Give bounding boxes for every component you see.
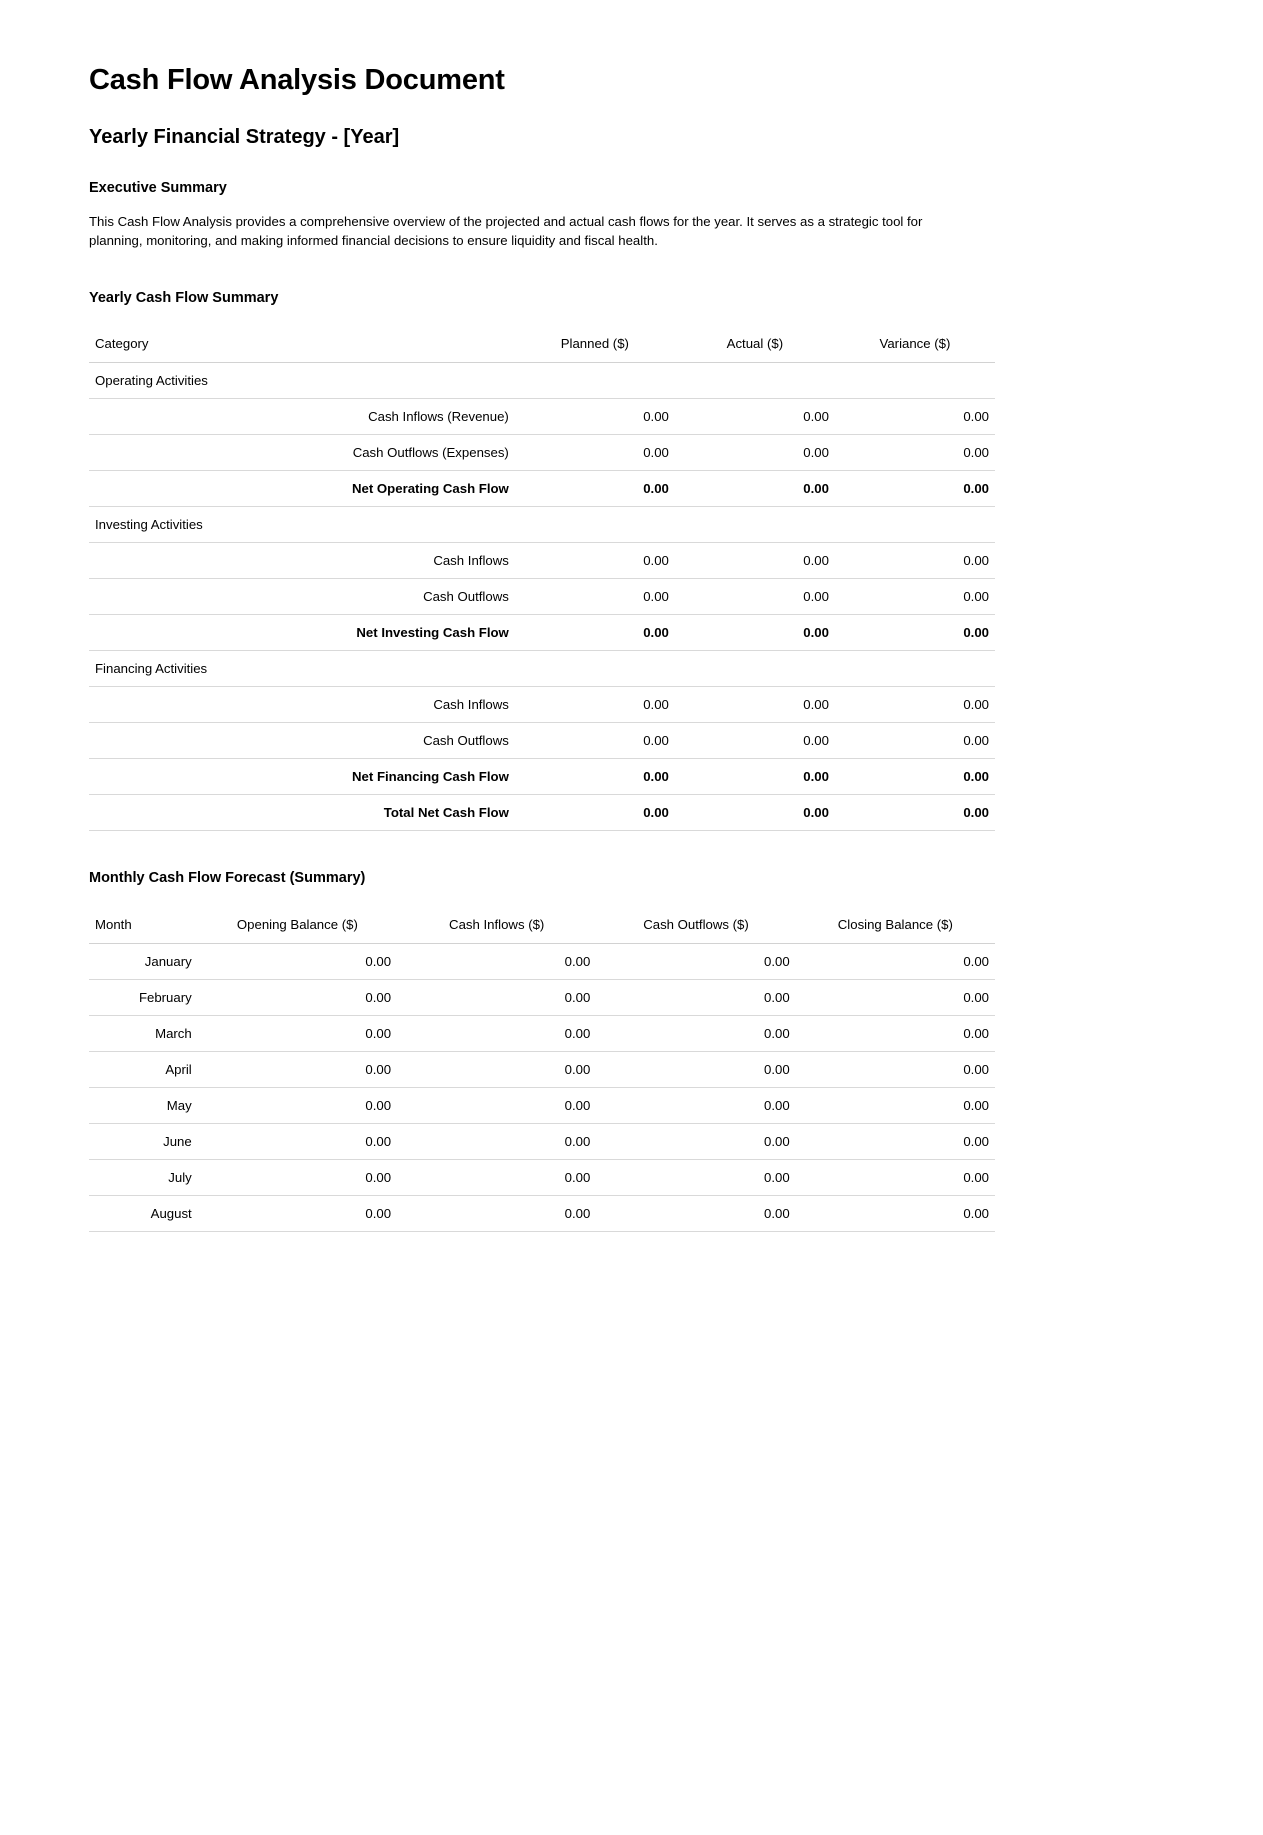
category-item-label: Cash Outflows — [89, 579, 515, 615]
month-label: February — [89, 980, 198, 1016]
column-header-opening-balance: Opening Balance ($) — [198, 908, 397, 944]
cash-inflows-value: 0.00 — [397, 1016, 596, 1052]
executive-summary-text: This Cash Flow Analysis provides a comprehensive overview of the projected and actual cash flows for the year. It serves as a strategic tool for planning, monitoring, and making informed financial decisions to ensure liquidity and fiscal health. — [89, 214, 923, 248]
column-header-actual: Actual ($) — [675, 327, 835, 363]
closing-balance-value: 0.00 — [796, 1016, 995, 1052]
closing-balance-value: 0.00 — [796, 1124, 995, 1160]
column-header-closing-balance: Closing Balance ($) — [796, 908, 995, 944]
table-row — [89, 687, 995, 723]
month-label: March — [89, 1016, 198, 1052]
table-row — [89, 1052, 995, 1088]
category-total-label: Net Investing Cash Flow — [89, 615, 515, 651]
variance-value — [835, 651, 995, 687]
category-item-label: Cash Outflows — [89, 723, 515, 759]
variance-value: 0.00 — [835, 615, 995, 651]
variance-value: 0.00 — [835, 795, 995, 831]
planned-value: 0.00 — [515, 795, 675, 831]
planned-value: 0.00 — [515, 435, 675, 471]
cash-outflows-value: 0.00 — [596, 1160, 795, 1196]
actual-value: 0.00 — [675, 795, 835, 831]
table-row — [89, 543, 995, 579]
variance-value: 0.00 — [835, 687, 995, 723]
planned-value: 0.00 — [515, 615, 675, 651]
table-header-row — [89, 327, 995, 363]
variance-value: 0.00 — [835, 399, 995, 435]
planned-value: 0.00 — [515, 471, 675, 507]
cash-inflows-value: 0.00 — [397, 980, 596, 1016]
table-row — [89, 1016, 995, 1052]
opening-balance-value: 0.00 — [198, 1124, 397, 1160]
category-group-label: Investing Activities — [89, 507, 515, 543]
table-row — [89, 1124, 995, 1160]
column-header-month: Month — [89, 908, 198, 944]
month-label: April — [89, 1052, 198, 1088]
actual-value: 0.00 — [675, 543, 835, 579]
planned-value: 0.00 — [515, 759, 675, 795]
month-label: July — [89, 1160, 198, 1196]
opening-balance-value: 0.00 — [198, 1196, 397, 1232]
table-row — [89, 1160, 995, 1196]
cash-outflows-value: 0.00 — [596, 1088, 795, 1124]
actual-value: 0.00 — [675, 615, 835, 651]
monthly-cash-flow-forecast-table — [89, 908, 995, 1232]
cash-outflows-value: 0.00 — [596, 1016, 795, 1052]
closing-balance-value: 0.00 — [796, 1160, 995, 1196]
table-row — [89, 579, 995, 615]
table-row — [89, 980, 995, 1016]
category-item-label: Cash Outflows (Expenses) — [89, 435, 515, 471]
planned-value: 0.00 — [515, 723, 675, 759]
cash-inflows-value: 0.00 — [397, 1124, 596, 1160]
variance-value: 0.00 — [835, 759, 995, 795]
monthly-forecast-heading: Monthly Cash Flow Forecast (Summary) — [89, 870, 366, 887]
category-total-label: Total Net Cash Flow — [89, 795, 515, 831]
column-header-cash-outflows: Cash Outflows ($) — [596, 908, 795, 944]
variance-value: 0.00 — [835, 543, 995, 579]
cash-inflows-value: 0.00 — [397, 1160, 596, 1196]
cash-inflows-value: 0.00 — [397, 944, 596, 980]
variance-value — [835, 507, 995, 543]
opening-balance-value: 0.00 — [198, 1160, 397, 1196]
closing-balance-value: 0.00 — [796, 1088, 995, 1124]
actual-value: 0.00 — [675, 579, 835, 615]
planned-value — [515, 363, 675, 399]
closing-balance-value: 0.00 — [796, 1052, 995, 1088]
variance-value — [835, 363, 995, 399]
actual-value: 0.00 — [675, 399, 835, 435]
category-group-label: Financing Activities — [89, 651, 515, 687]
actual-value — [675, 507, 835, 543]
document-subtitle: Yearly Financial Strategy - [Year] — [89, 126, 400, 149]
column-header-planned: Planned ($) — [515, 327, 675, 363]
table-row — [89, 1088, 995, 1124]
actual-value: 0.00 — [675, 759, 835, 795]
category-total-label: Net Operating Cash Flow — [89, 471, 515, 507]
executive-summary-heading: Executive Summary — [89, 180, 227, 197]
month-label: May — [89, 1088, 198, 1124]
closing-balance-value: 0.00 — [796, 1196, 995, 1232]
actual-value: 0.00 — [675, 687, 835, 723]
month-label: August — [89, 1196, 198, 1232]
planned-value — [515, 507, 675, 543]
opening-balance-value: 0.00 — [198, 1088, 397, 1124]
opening-balance-value: 0.00 — [198, 1016, 397, 1052]
closing-balance-value: 0.00 — [796, 980, 995, 1016]
category-total-label: Net Financing Cash Flow — [89, 759, 515, 795]
closing-balance-value: 0.00 — [796, 944, 995, 980]
table-row — [89, 759, 995, 795]
planned-value: 0.00 — [515, 687, 675, 723]
cash-inflows-value: 0.00 — [397, 1052, 596, 1088]
cash-inflows-value: 0.00 — [397, 1196, 596, 1232]
month-label: January — [89, 944, 198, 980]
category-group-label: Operating Activities — [89, 363, 515, 399]
actual-value — [675, 651, 835, 687]
cash-outflows-value: 0.00 — [596, 944, 795, 980]
column-header-variance: Variance ($) — [835, 327, 995, 363]
variance-value: 0.00 — [835, 471, 995, 507]
table-row — [89, 507, 995, 543]
table-row — [89, 651, 995, 687]
planned-value: 0.00 — [515, 579, 675, 615]
cash-outflows-value: 0.00 — [596, 1052, 795, 1088]
actual-value: 0.00 — [675, 471, 835, 507]
cash-inflows-value: 0.00 — [397, 1088, 596, 1124]
yearly-summary-heading: Yearly Cash Flow Summary — [89, 289, 279, 306]
table-row — [89, 615, 995, 651]
table-row — [89, 435, 995, 471]
column-header-cash-inflows: Cash Inflows ($) — [397, 908, 596, 944]
variance-value: 0.00 — [835, 435, 995, 471]
opening-balance-value: 0.00 — [198, 1052, 397, 1088]
table-row — [89, 1196, 995, 1232]
cash-outflows-value: 0.00 — [596, 1196, 795, 1232]
actual-value: 0.00 — [675, 435, 835, 471]
table-row — [89, 723, 995, 759]
variance-value: 0.00 — [835, 723, 995, 759]
category-item-label: Cash Inflows — [89, 543, 515, 579]
actual-value — [675, 363, 835, 399]
planned-value: 0.00 — [515, 543, 675, 579]
cash-outflows-value: 0.00 — [596, 980, 795, 1016]
category-item-label: Cash Inflows (Revenue) — [89, 399, 515, 435]
opening-balance-value: 0.00 — [198, 944, 397, 980]
table-row — [89, 399, 995, 435]
cash-outflows-value: 0.00 — [596, 1124, 795, 1160]
variance-value: 0.00 — [835, 579, 995, 615]
page-title: Cash Flow Analysis Document — [89, 64, 505, 96]
table-row — [89, 363, 995, 399]
table-row — [89, 795, 995, 831]
opening-balance-value: 0.00 — [198, 980, 397, 1016]
planned-value: 0.00 — [515, 399, 675, 435]
table-row — [89, 944, 995, 980]
yearly-cash-flow-summary-table — [89, 327, 995, 831]
table-header-row — [89, 908, 995, 944]
column-header-category: Category — [89, 327, 515, 363]
category-item-label: Cash Inflows — [89, 687, 515, 723]
month-label: June — [89, 1124, 198, 1160]
planned-value — [515, 651, 675, 687]
actual-value: 0.00 — [675, 723, 835, 759]
table-row — [89, 471, 995, 507]
